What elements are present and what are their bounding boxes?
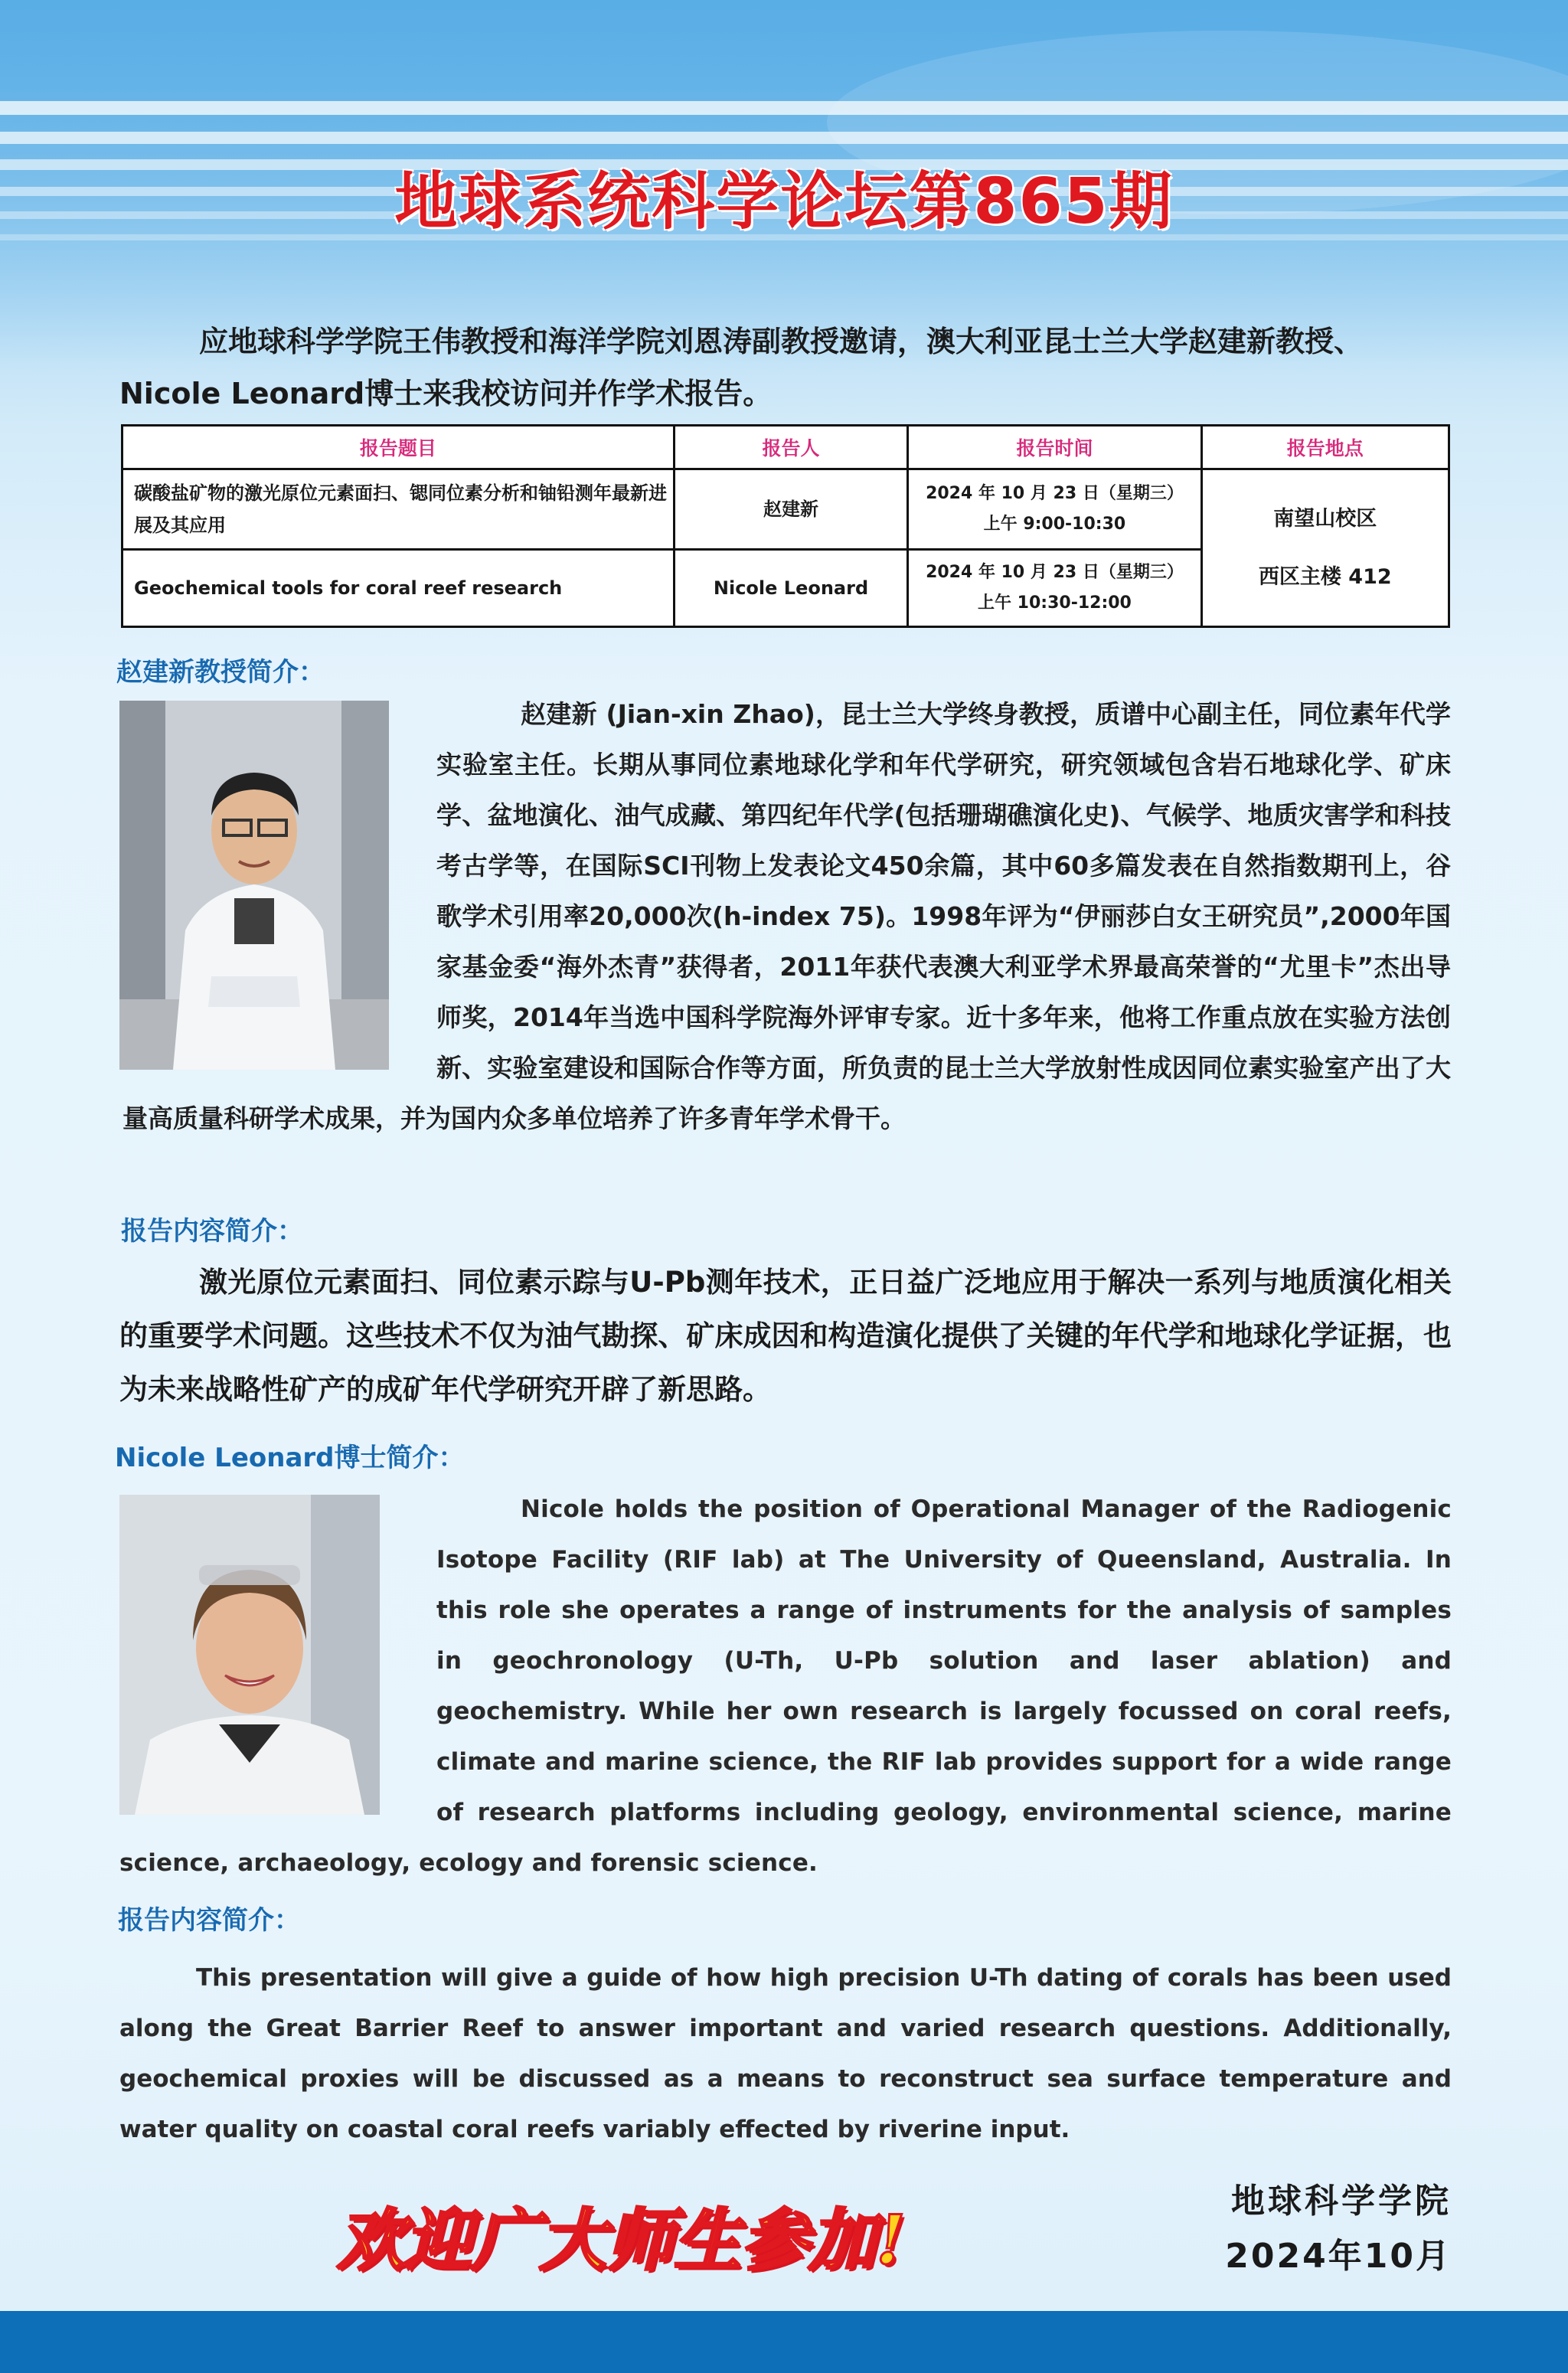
zhao-bio: [122, 689, 1451, 1144]
talk-time-text: 上午 9:00-10:30: [983, 515, 1126, 534]
column-header: 报告地点: [1201, 426, 1449, 469]
zhao-bio-text: 赵建新 (Jian-xin Zhao)，昆士兰大学终身教授，质谱中心副主任，同位素年代学实验室主任。长期从事同位素地球化学和年代学研究，研究领域包含岩石地球化学、矿床学、盆地演化、油气成藏、第四纪年代学(包括珊瑚礁演化史)、气候学、地质灾害学和科技考古学等，在国际SCI刊物上发表论文450余篇，其中60多篇发表在自然指数期刊上，谷歌学术引用率20,000次(h-index 75)。1998年评为“伊丽莎白女王研究员”,2000年国家基金委“海外杰青”获得者，2011年获代表澳大利亚学术界最高荣誉的“尤里卡”杰出导师奖，2014年当选中国科学院海外评审专家。近十多年来，他将工作重点放在实验方法创新、实验室建设和国际合作等方面，所负责的昆士兰大学放射性成因同位素实验室产出了大量高质量科研学术成果，并为国内众多单位培养了许多青年学术骨干。: [122, 699, 1451, 1133]
nicole-heading: Nicole Leonard博士简介：: [115, 1443, 465, 1473]
talk-date-text: 2024 年 10 月 23 日（星期三）: [926, 484, 1184, 504]
column-header: 报告人: [674, 426, 908, 469]
talk-topic: Geochemical tools for coral reef research: [122, 550, 675, 627]
photo-spacer: [122, 689, 436, 1064]
table-row: [122, 469, 1449, 550]
talk-time-text: 上午 10:30-12:00: [978, 593, 1132, 613]
talk-time: [908, 550, 1201, 627]
nicole-bio-text: Nicole holds the position of Operational Manager of the Radiogenic Isotope Facility (RIF lab) at The University of Queensland, Australia. In this role she operates a range of instruments for the analysis of samples in geochronology (U-Th, U-Pb solution and laser ablation) and geochemistry. While her own research is largely focussed on coral reefs, climate and marine science, the RIF lab provides support for a wide range of research platforms including geology, environmental science, marine science, archaeology, ecology and forensic science.: [119, 1495, 1452, 1877]
talk-time: [908, 469, 1201, 550]
talk-speaker: Nicole Leonard: [674, 550, 908, 627]
zhao-heading: 赵建新教授简介：: [116, 657, 325, 688]
nicole-bio: [119, 1484, 1452, 1888]
schedule-table: [121, 424, 1450, 628]
nicole-report-heading: 报告内容简介：: [118, 1905, 300, 1936]
zhao-report-heading: 报告内容简介：: [121, 1216, 303, 1247]
talk-date-text: 2024 年 10 月 23 日（星期三）: [926, 563, 1184, 583]
page-title: 地球系统科学论坛第865期: [394, 165, 1174, 238]
talk-topic: 碳酸盐矿物的激光原位元素面扫、锶同位素分析和铀铅测年最新进展及其应用: [122, 469, 675, 550]
photo-spacer: [119, 1484, 436, 1836]
zhao-report-text: 激光原位元素面扫、同位素示踪与U-Pb测年技术，正日益广泛地应用于解决一系列与地质演化相关的重要学术问题。这些技术不仅为油气勘探、矿床成因和构造演化提供了关键的年代学和地球化学证据，也为未来战略性矿产的成矿年代学研究开辟了新思路。: [119, 1266, 1452, 1406]
footer-band: [0, 2311, 1568, 2373]
welcome-banner: 欢迎广大师生参加!: [337, 2200, 906, 2280]
nicole-report-text: This presentation will give a guide of how high precision U-Th dating of corals has been used along the Great Barrier Reef to answer important and varied research questions. Additionally, geochemical proxies will be discussed as a means to reconstruct sea surface temperature and water quality on coastal coral reefs variably effected by riverine input.: [119, 1964, 1452, 2143]
column-header: 报告题目: [122, 426, 675, 469]
organizer-name: 地球科学学院: [1231, 2182, 1452, 2221]
column-header: 报告时间: [908, 426, 1201, 469]
talk-venue: [1201, 469, 1449, 627]
intro-paragraph: 应地球科学学院王伟教授和海洋学院刘恩涛副教授邀请，澳大利亚昆士兰大学赵建新教授、Nicole Leonard博士来我校访问并作学术报告。: [119, 325, 1364, 410]
table-header-row: [122, 426, 1449, 469]
notice-date: 2024年10月: [1225, 2237, 1452, 2276]
talk-speaker: 赵建新: [674, 469, 908, 550]
venue-campus: 南望山校区: [1273, 506, 1377, 531]
venue-room: 西区主楼 412: [1258, 564, 1392, 589]
